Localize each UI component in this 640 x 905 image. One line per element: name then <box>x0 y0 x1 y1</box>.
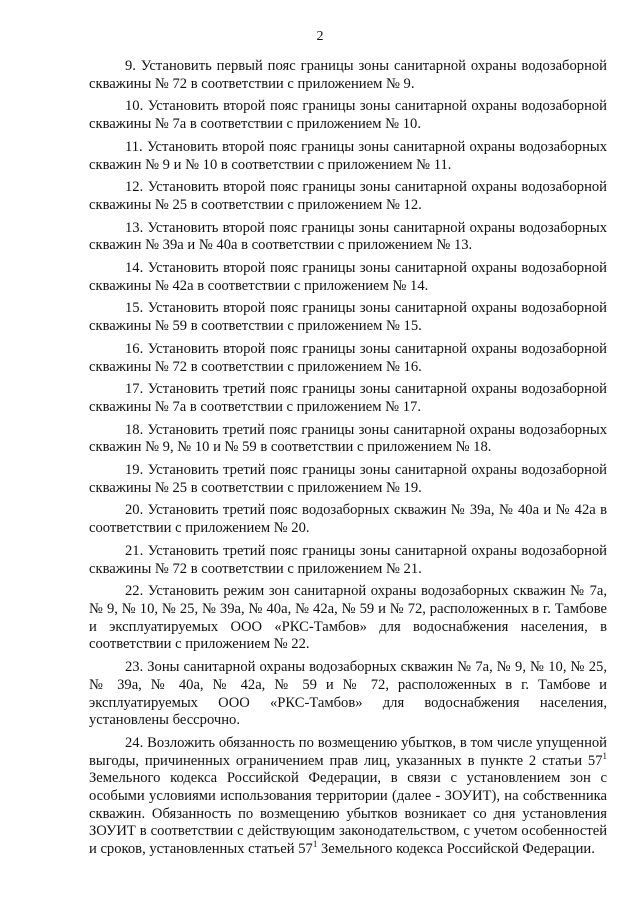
superscript-1: 1 <box>602 750 607 761</box>
page-number: 2 <box>316 29 324 44</box>
paragraph-23: 23. Зоны санитарной охраны водозаборных скважин № 7а, № 9, № 10, № 25, № 39а, № 40а, № 42а, № 59 и № 72, расположенных в г. Тамбове и эксплуатируемых ООО «РКС-Тамбов» для водоснабжения населения, установлены бессрочно. <box>89 659 607 729</box>
paragraph-24-part-1: 24. Возложить обязанность по возмещению убытков, в том числе упущенной выгоды, причиненных ограничением прав лиц, указанных в пункте 2 статьи 57 <box>89 734 607 769</box>
paragraph-17: 17. Установить третий пояс границы зоны санитарной охраны водозаборной скважины № 7а в соответствии с приложением № 17. <box>89 381 607 415</box>
paragraph-24-part-2: Земельного кодекса Российской Федерации, в связи с установлением зон с особыми условиями использования территории (далее - ЗОУИТ), на собственника скважин. Обязанность по возмещению убытков возникает со дня установления ЗОУИТ в соответствии с действующим законодательством, с учетом особенностей и сроков, установленных статьей 57 <box>89 770 607 858</box>
paragraph-15: 15. Установить второй пояс границы зоны санитарной охраны водозаборной скважины № 59 в соответствии с приложением № 15. <box>89 300 607 335</box>
paragraph-9: 9. Установить первый пояс границы зоны санитарной охраны водозаборной скважины № 72 в соответствии с приложением № 9. <box>89 58 607 92</box>
paragraph-24-part-3: Земельного кодекса Российской Федерации. <box>317 841 595 858</box>
paragraph-20: 20. Установить третий пояс водозаборных скважин № 39а, № 40а и № 42а в соответствии с приложением № 20. <box>89 502 607 537</box>
paragraph-13: 13. Установить второй пояс границы зоны санитарной охраны водозаборных скважин № 39а и № 40а в соответствии с приложением № 13. <box>89 219 607 254</box>
paragraph-21: 21. Установить третий пояс границы зоны санитарной охраны водозаборной скважины № 72 в соответствии с приложением № 21. <box>89 542 607 577</box>
paragraph-11: 11. Установить второй пояс границы зоны санитарной охраны водозаборных скважин № 9 и № 10 в соответствии с приложением № 11. <box>89 138 607 173</box>
paragraph-22: 22. Установить режим зон санитарной охраны водозаборных скважин № 7а, № 9, № 10, № 25, № 39а, № 40а, № 42а, № 59 и № 72, расположенных в г. Тамбове и эксплуатируемых ООО «РКС-Тамбов» для водоснабжения населения, в соответствии с приложением № 22. <box>89 583 607 653</box>
superscript-2: 1 <box>312 839 318 850</box>
paragraph-18: 18. Установить третий пояс границы зоны санитарной охраны водозаборных скважин № 9, № 10 и № 59 в соответствии с приложением № 18. <box>89 421 607 456</box>
paragraph-10: 10. Установить второй пояс границы зоны санитарной охраны водозаборной скважины № 7а в соответствии с приложением № 10. <box>89 98 607 133</box>
paragraph-12: 12. Установить второй пояс границы зоны санитарной охраны водозаборной скважины № 25 в соответствии с приложением № 12. <box>89 179 607 213</box>
paragraph-14: 14. Установить второй пояс границы зоны санитарной охраны водозаборной скважины № 42а в соответствии с приложением № 14. <box>89 260 607 294</box>
paragraph-19: 19. Установить третий пояс границы зоны санитарной охраны водозаборной скважины № 25 в соответствии с приложением № 19. <box>89 462 607 496</box>
paragraph-24 <box>89 735 607 859</box>
document-body <box>89 58 607 864</box>
paragraph-16: 16. Установить второй пояс границы зоны санитарной охраны водозаборной скважины № 72 в соответствии с приложением № 16. <box>89 340 607 375</box>
